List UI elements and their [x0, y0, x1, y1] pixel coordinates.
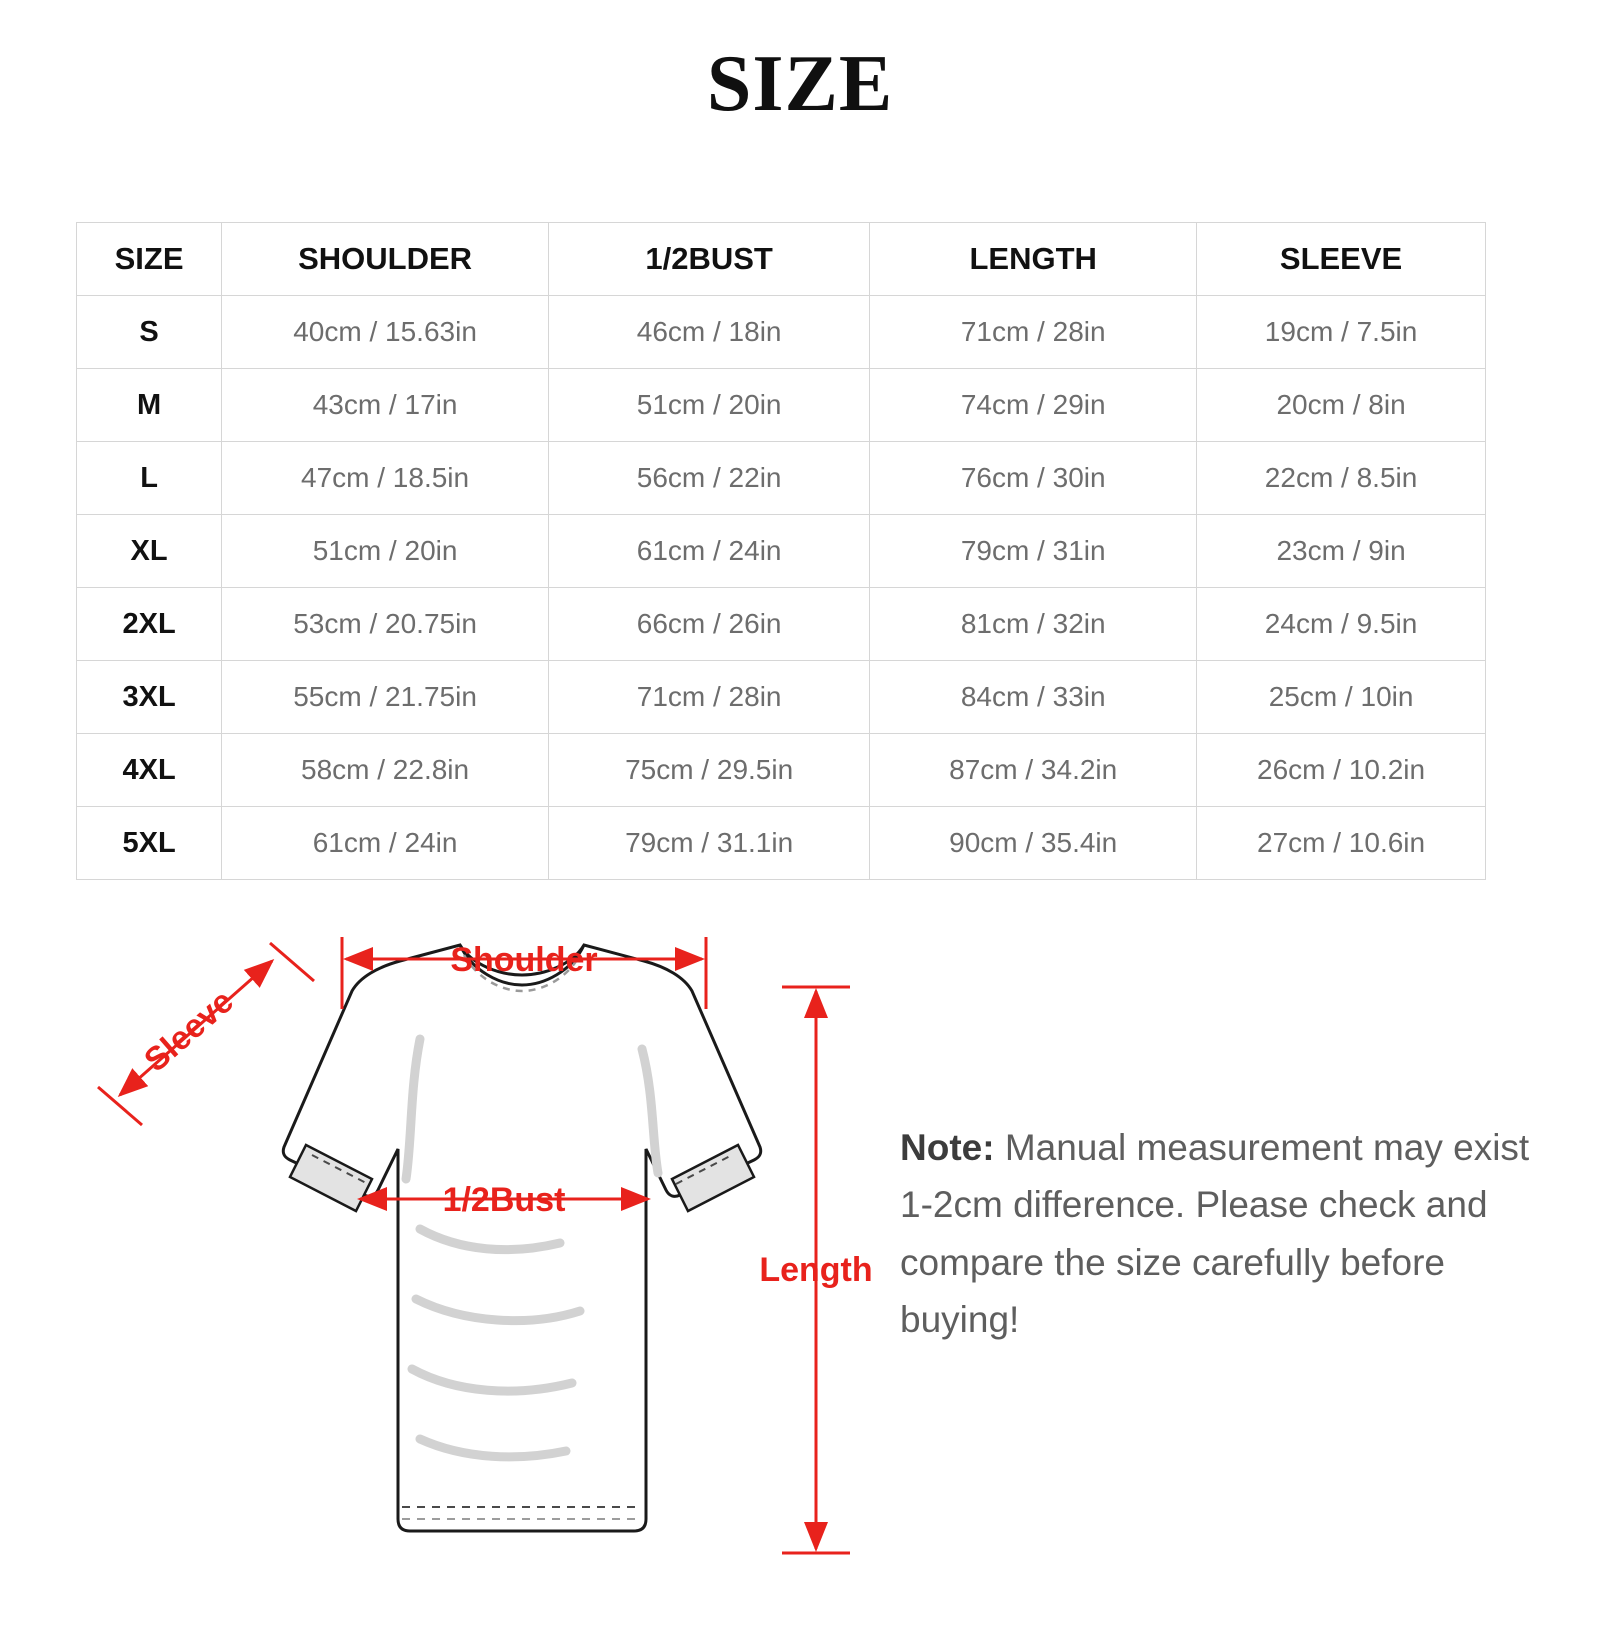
cell-length: 87cm / 34.2in — [870, 734, 1197, 807]
cell-size: 4XL — [77, 734, 222, 807]
column-header-bust: 1/2BUST — [549, 223, 870, 296]
cell-size: L — [77, 442, 222, 515]
cell-shoulder: 47cm / 18.5in — [222, 442, 549, 515]
size-chart-table — [76, 222, 1486, 880]
cell-shoulder: 58cm / 22.8in — [222, 734, 549, 807]
cell-shoulder: 61cm / 24in — [222, 807, 549, 880]
cell-sleeve: 19cm / 7.5in — [1197, 296, 1486, 369]
column-header-sleeve: SLEEVE — [1197, 223, 1486, 296]
size-chart-table-wrapper — [76, 222, 1486, 880]
cell-sleeve: 26cm / 10.2in — [1197, 734, 1486, 807]
label-bust: 1/2Bust — [442, 1181, 566, 1219]
tshirt-illustration — [283, 945, 761, 1531]
table-row — [77, 296, 1486, 369]
table-row — [77, 807, 1486, 880]
cell-length: 84cm / 33in — [870, 661, 1197, 734]
cell-bust: 51cm / 20in — [549, 369, 870, 442]
cell-bust: 71cm / 28in — [549, 661, 870, 734]
cell-sleeve: 25cm / 10in — [1197, 661, 1486, 734]
cell-sleeve: 23cm / 9in — [1197, 515, 1486, 588]
table-row — [77, 734, 1486, 807]
cell-bust: 75cm / 29.5in — [549, 734, 870, 807]
cell-shoulder: 43cm / 17in — [222, 369, 549, 442]
table-row — [77, 515, 1486, 588]
cell-shoulder: 51cm / 20in — [222, 515, 549, 588]
cell-shoulder: 40cm / 15.63in — [222, 296, 549, 369]
cell-bust: 46cm / 18in — [549, 296, 870, 369]
cell-size: M — [77, 369, 222, 442]
label-sleeve: Sleeve — [136, 982, 241, 1079]
cell-size: XL — [77, 515, 222, 588]
note-prefix: Note: — [900, 1127, 995, 1168]
table-row — [77, 661, 1486, 734]
label-shoulder: Shoulder — [450, 941, 598, 979]
cell-sleeve: 27cm / 10.6in — [1197, 807, 1486, 880]
table-header-row — [77, 223, 1486, 296]
cell-sleeve: 24cm / 9.5in — [1197, 588, 1486, 661]
table-row — [77, 588, 1486, 661]
label-length: Length — [759, 1251, 873, 1289]
table-row — [77, 442, 1486, 515]
note-text — [900, 1119, 1540, 1348]
cell-size: S — [77, 296, 222, 369]
cell-length: 76cm / 30in — [870, 442, 1197, 515]
cell-size: 2XL — [77, 588, 222, 661]
measurement-diagram — [60, 899, 890, 1599]
cell-shoulder: 53cm / 20.75in — [222, 588, 549, 661]
cell-shoulder: 55cm / 21.75in — [222, 661, 549, 734]
column-header-size: SIZE — [77, 223, 222, 296]
cell-length: 74cm / 29in — [870, 369, 1197, 442]
cell-length: 81cm / 32in — [870, 588, 1197, 661]
cell-size: 5XL — [77, 807, 222, 880]
cell-length: 90cm / 35.4in — [870, 807, 1197, 880]
cell-bust: 66cm / 26in — [549, 588, 870, 661]
column-header-shoulder: SHOULDER — [222, 223, 549, 296]
column-header-length: LENGTH — [870, 223, 1197, 296]
cell-size: 3XL — [77, 661, 222, 734]
note-body: Manual measurement may exist 1-2cm difference. Please check and compare the size carefully before buying! — [900, 1127, 1530, 1341]
cell-bust: 79cm / 31.1in — [549, 807, 870, 880]
cell-sleeve: 20cm / 8in — [1197, 369, 1486, 442]
page-title: SIZE — [706, 40, 894, 128]
cell-length: 79cm / 31in — [870, 515, 1197, 588]
cell-sleeve: 22cm / 8.5in — [1197, 442, 1486, 515]
cell-bust: 61cm / 24in — [549, 515, 870, 588]
cell-length: 71cm / 28in — [870, 296, 1197, 369]
cell-bust: 56cm / 22in — [549, 442, 870, 515]
table-row — [77, 369, 1486, 442]
